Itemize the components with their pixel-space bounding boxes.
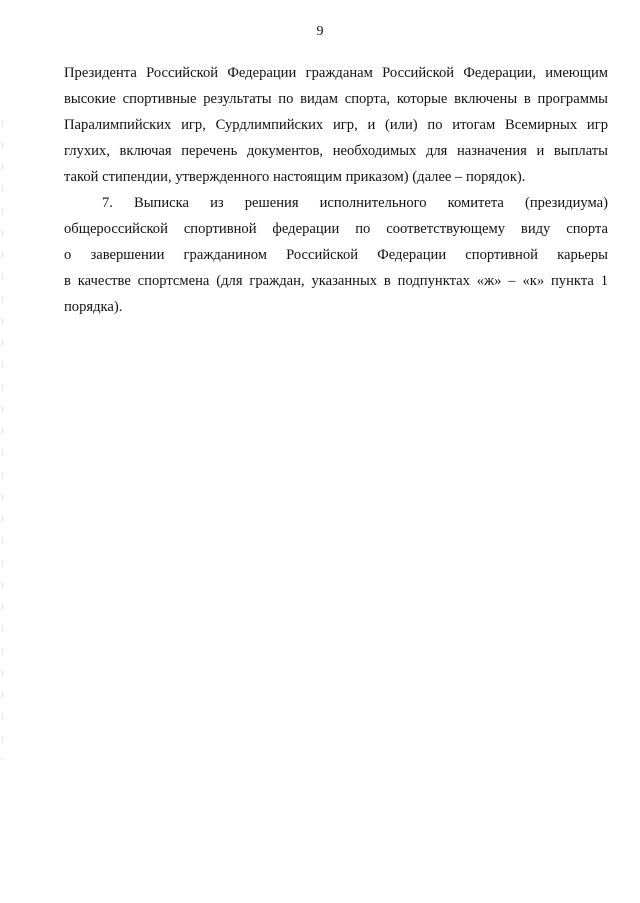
page-number: 9 bbox=[316, 24, 324, 39]
paragraph-line: 7. Выписка из решения исполнительного комитета (президиума) bbox=[102, 195, 608, 211]
paragraph-line: глухих, включая перечень документов, необходимых для назначения и выплаты bbox=[64, 143, 608, 159]
paragraph-line: порядка). bbox=[64, 299, 123, 315]
paragraph-line: в качестве спортсмена (для граждан, указанных в подпунктах «ж» – «к» пункта 1 bbox=[64, 273, 608, 289]
paragraph-line: такой стипендии, утвержденного настоящим приказом) (далее – порядок). bbox=[64, 169, 526, 185]
paragraph-line: Паралимпийских игр, Сурдлимпийских игр, и (или) по итогам Всемирных игр bbox=[64, 117, 608, 133]
paragraph-line: Президента Российской Федерации гражданам Российской Федерации, имеющим bbox=[64, 65, 608, 81]
paragraph-line: общероссийской спортивной федерации по соответствующему виду спорта bbox=[64, 221, 608, 237]
paragraph-line: о завершении гражданином Российской Федерации спортивной карьеры bbox=[64, 247, 608, 263]
scan-edge-mark bbox=[2, 120, 3, 760]
paragraph-line: высокие спортивные результаты по видам спорта, которые включены в программы bbox=[64, 91, 608, 107]
